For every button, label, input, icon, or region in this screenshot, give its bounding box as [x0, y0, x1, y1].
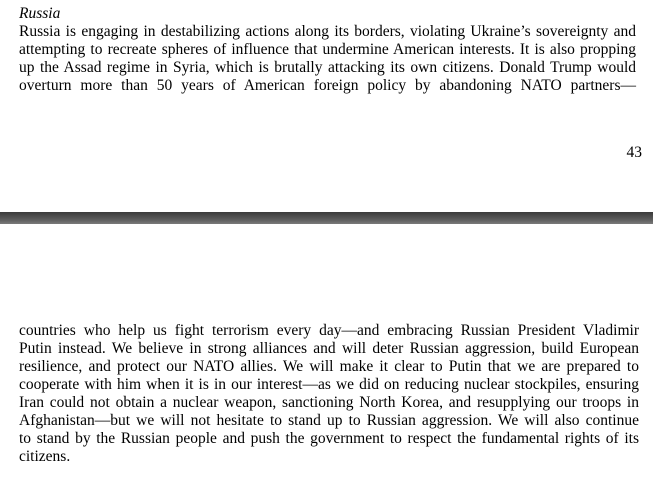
text-line: to stand by the Russian people and push the government to respect the fundamental rights of its	[19, 430, 639, 447]
text-line: countries who help us fight terrorism every day—and embracing Russian President Vladimir	[19, 322, 639, 339]
page-break-separator	[0, 212, 653, 224]
section-heading: Russia	[19, 5, 61, 22]
text-line: Russia is engaging in destabilizing actions along its borders, violating Ukraine’s sovereignty and	[19, 23, 636, 40]
document-page-bottom	[0, 224, 653, 481]
text-line: Iran could not obtain a nuclear weapon, sanctioning North Korea, and resupplying our troops in	[19, 394, 639, 411]
paragraph-bottom	[19, 322, 639, 466]
document-page-top	[0, 0, 653, 212]
text-line: citizens.	[19, 448, 71, 465]
text-line: resilience, and protect our NATO allies. We will make it clear to Putin that we are prepared to	[19, 358, 639, 375]
text-line: attempting to recreate spheres of influence that undermine American interests. It is also propping	[19, 41, 636, 58]
text-line: up the Assad regime in Syria, which is brutally attacking its own citizens. Donald Trump would	[19, 59, 636, 76]
text-line: cooperate with him when it is in our interest—as we did on reducing nuclear stockpiles, ensuring	[19, 376, 639, 393]
text-line: Afghanistan—but we will not hesitate to stand up to Russian aggression. We will also continue	[19, 412, 639, 429]
text-line: Putin instead. We believe in strong alliances and will deter Russian aggression, build European	[19, 340, 639, 357]
page-number: 43	[626, 144, 642, 161]
paragraph-top	[19, 23, 636, 95]
text-line: overturn more than 50 years of American foreign policy by abandoning NATO partners—	[19, 77, 636, 94]
